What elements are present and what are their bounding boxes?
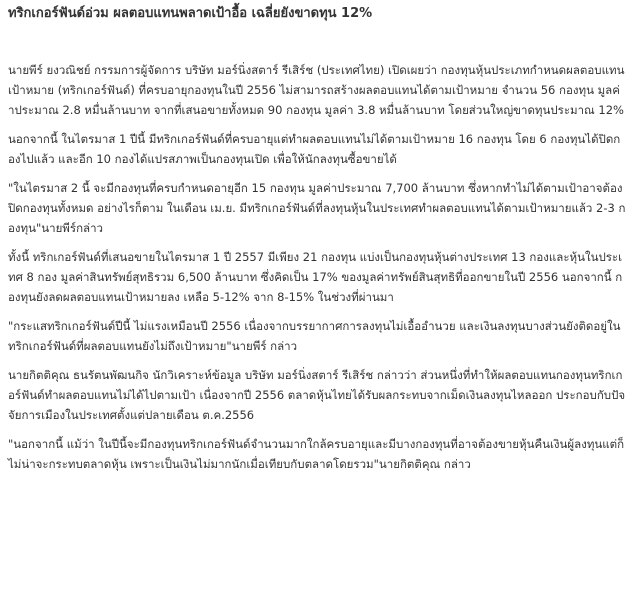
article-headline: ทริกเกอร์ฟันด์อ่วม ผลตอบแทนพลาดเป้าอื้อ เฉลี่ยยังขาดทุน 12% — [8, 6, 373, 21]
article-paragraph-3: "ในไตรมาส 2 นี้ จะมีกองทุนที่ครบกำหนดอายุอีก 15 กองทุน มูลค่าประมาณ 7,700 ล้านบาท ซึ่งหากทำไม่ได้ตามเป้าอาจต้องปิดกองทุนทั้งหมด อย่างไรก็ตาม ในเดือน เม.ย. มีทริกเกอร์ฟันด์ที่ลงทุนหุ้นในประเทศทำผลตอบแทนได้ตามเป้าหมายแล้ว 2-3 กองทุน"นายพีร์กล่าว — [8, 181, 626, 235]
article-paragraph-7: "นอกจากนี้ แม้ว่า ในปีนี้จะมีกองทุนทริกเกอร์ฟันด์จำนวนมากใกล้ครบอายุและมีบางกองทุนที่อาจต้องขายหุ้นคืนเงินผู้ลงทุนแต่ก็ไม่น่าจะกระทบตลาดหุ้น เพราะเป็นเงินไม่มากนักเมื่อเทียบกับตลาดโดยรวม"นายกิตติคุณ กล่าว — [8, 437, 625, 471]
article-paragraph-2: นอกจากนี้ ในไตรมาส 1 ปีนี้ มีทริกเกอร์ฟันด์ที่ครบอายุแต่ทำผลตอบแทนไม่ได้ตามเป้าหมาย 16 กองทุน โดย 6 กองทุนได้ปิดกองไปแล้ว และอีก 10 กองได้แปรสภาพเป็นกองทุนเปิด เพื่อให้นักลงทุนซื้อขายได้ — [8, 132, 621, 166]
article-paragraph-6: นายกิตติคุณ ธนรัตนพัฒนกิจ นักวิเคราะห์ข้อมูล บริษัท มอร์นิ่งสตาร์ รีเสิร์ช กล่าวว่า ส่วนหนึ่งที่ทำให้ผลตอบแทนกองทุนทริกเกอร์ฟันด์ทำผลตอบแทนไม่ได้ไปตามเป้า เนื่องจากปี 2556 ตลาดหุ้นไทยได้รับผลกระทบจากเม็ดเงินลงทุนไหลออก ประกอบกับปัจจัยการเมืองในประเทศตั้งแต่ปลายเดือน ต.ค.2556 — [8, 368, 626, 422]
article-paragraph-1: นายพีร์ ยงวณิชย์ กรรมการผู้จัดการ บริษัท มอร์นิ่งสตาร์ รีเสิร์ช (ประเทศไทย) เปิดเผยว่า กองทุนหุ้นประเภทกำหนดผลตอบแทนเป้าหมาย (ทริกเกอร์ฟันด์) ที่ครบอายุกองทุนในปี 2556 ไม่สามารถสร้างผลตอบแทนได้ตามเป้าหมาย จำนวน 56 กองทุน มูลค่าประมาณ 2.8 หมื่นล้านบาท จากที่เสนอขายทั้งหมด 90 กองทุน มูลค่า 3.8 หมื่นล้านบาท โดยส่วนใหญ่ขาดทุนประมาณ 12% — [8, 63, 625, 117]
article-paragraph-4: ทั้งนี้ ทริกเกอร์ฟันด์ที่เสนอขายในไตรมาส 1 ปี 2557 มีเพียง 21 กองทุน แบ่งเป็นกองทุนหุ้นต่างประเทศ 13 กองและหุ้นในประเทศ 8 กอง มูลค่าสินทรัพย์สุทธิรวม 6,500 ล้านบาท ซึ่งคิดเป็น 17% ของมูลค่าทรัพย์สินสุทธิที่ออกขายในปี 2556 นอกจากนี้ กองทุนยังลดผลตอบแทนเป้าหมายลง เหลือ 5-12% จาก 8-15% ในช่วงที่ผ่านมา — [8, 250, 623, 304]
article-paragraph-5: "กระแสทริกเกอร์ฟันด์ปีนี้ ไม่แรงเหมือนปี 2556 เนื่องจากบรรยากาศการลงทุนไม่เอื้ออำนวย และเงินลงทุนบางส่วนยังติดอยู่ในทริกเกอร์ฟันด์ที่ผลตอบแทนยังไม่ถึงเป้าหมาย"นายพีร์ กล่าว — [8, 319, 621, 353]
